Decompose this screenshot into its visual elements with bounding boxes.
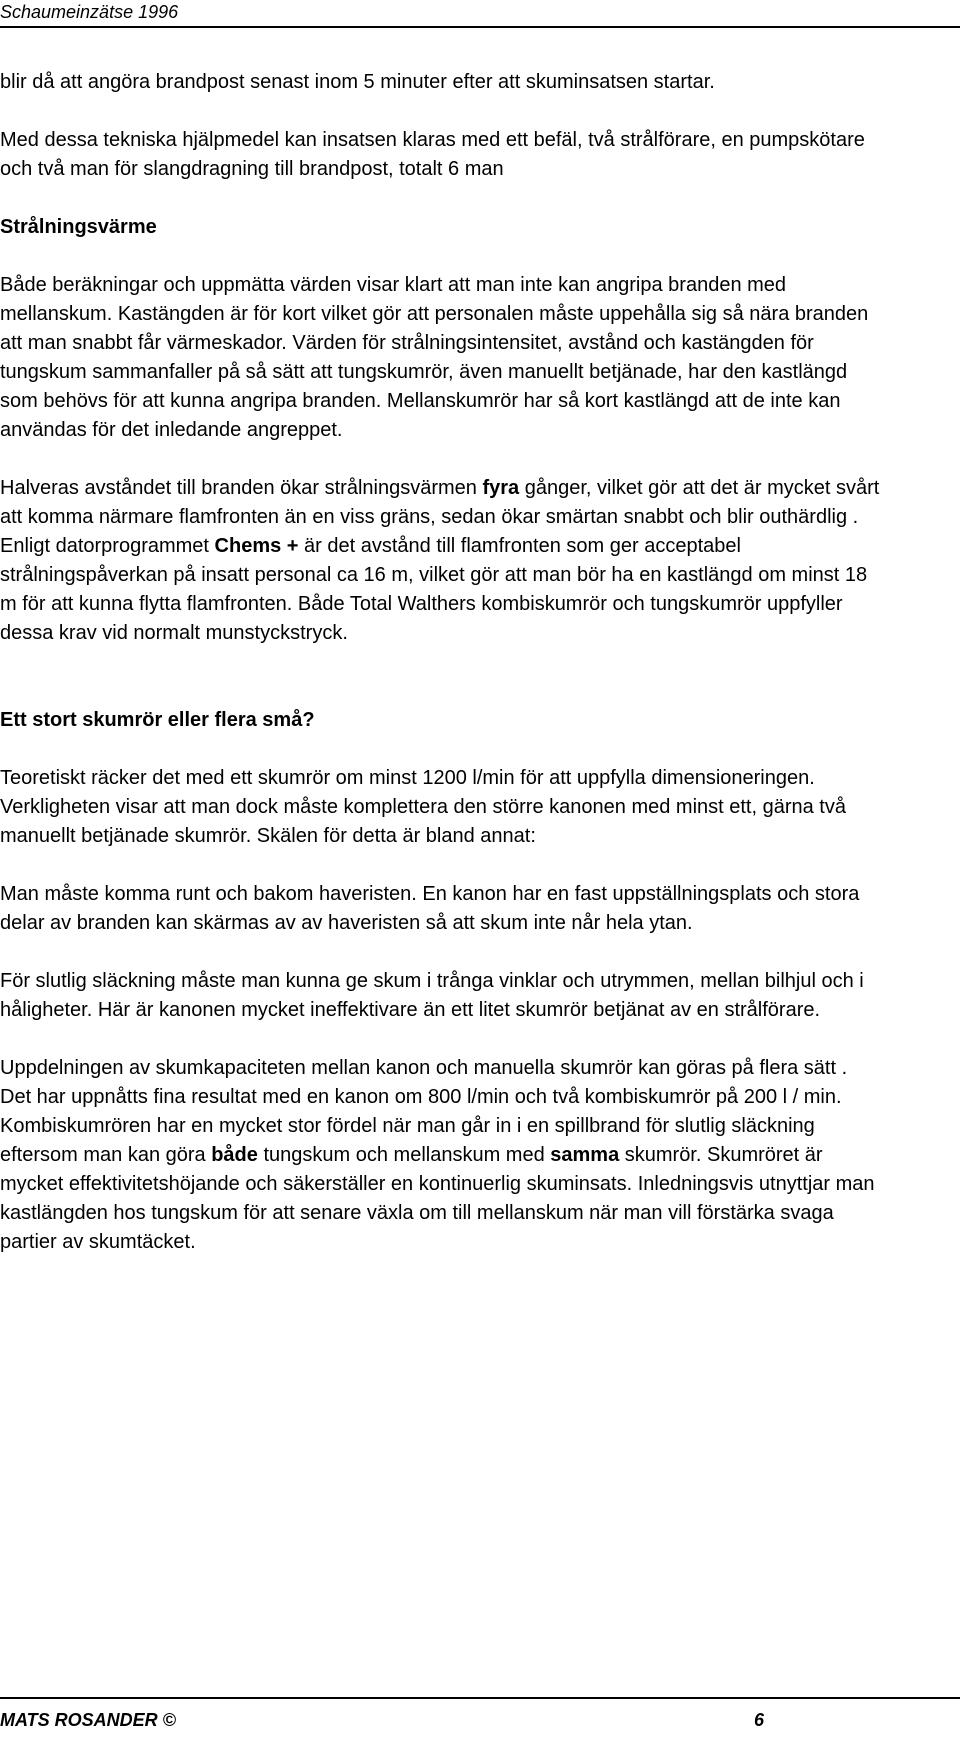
paragraph — [0, 1054, 880, 1257]
emphasis-samma: samma — [550, 1144, 620, 1166]
document-body — [0, 68, 880, 1286]
header-title: Schaumeinzätse 1996 — [0, 2, 179, 22]
emphasis-bade: både — [211, 1144, 258, 1166]
header-divider — [0, 26, 960, 28]
paragraph — [0, 474, 880, 648]
text-run: Uppdelningen av skumkapaciteten mellan kanon och manuella skumrör kan göras på flera sätt . Det har uppnåtts fina resultat med en kanon om 800 l/min och två kombiskumrör på 200 l / min. Kombiskumrören har en mycket stor fördel när man går in i en spillbrand för slutlig släckning eftersom man kan göra — [0, 1057, 848, 1166]
paragraph: Man måste komma runt och bakom haveristen. En kanon har en fast uppställningsplats och stora delar av branden kan skärmas av av haveristen så att skum inte når hela ytan. — [0, 883, 860, 934]
paragraph: Teoretiskt räcker det med ett skumrör om minst 1200 l/min för att uppfylla dimensioneringen. Verkligheten visar att man dock måste komplettera den större kanonen med minst ett, gärna två manuellt betjänade skumrör. Skälen för detta är bland annat: — [0, 767, 846, 847]
running-header — [0, 0, 960, 24]
section-heading-stralningsvarme: Strålningsvärme — [0, 216, 157, 238]
page-number: 6 — [754, 1710, 765, 1730]
text-run: gånger, vilket gör att det är mycket svårt att komma närmare flamfronten än en viss gräns, sedan ökar smärtan snabbt och blir outhärdlig . Enligt datorprogrammet — [0, 477, 880, 557]
text-run: är det avstånd till flamfronten som ger acceptabel strålningspåverkan på insatt personal ca 16 m, vilket gör att man bör ha en kastlängd om minst 18 m för att kunna flytta flamfronten. Både Total Walthers kombiskumrör och tungskumrör uppfyller dessa krav vid normalt munstyckstryck. — [0, 535, 868, 644]
text-run: Halveras avståndet till branden ökar strålningsvärmen — [0, 477, 483, 499]
emphasis-chems: Chems + — [214, 535, 299, 557]
text-run: tungskum och mellanskum med — [257, 1144, 551, 1166]
paragraph: För slutlig släckning måste man kunna ge skum i trånga vinklar och utrymmen, mellan bilhjul och i håligheter. Här är kanonen mycket ineffektivare än ett litet skumrör betjänat av en strålförare. — [0, 970, 864, 1021]
running-footer — [0, 1708, 960, 1732]
section-heading-skumror: Ett stort skumrör eller flera små? — [0, 709, 315, 731]
paragraph: blir då att angöra brandpost senast inom 5 minuter efter att skuminsatsen startar. — [0, 71, 715, 93]
text-run: skumrör. Skumröret är mycket effektivitetshöjande och säkerställer en kontinuerlig skuminsats. Inledningsvis utnyttjar man kastlängden hos tungskum för att senare växla om till mellanskum när man vill förstärka svaga partier av skumtäcket. — [0, 1144, 875, 1253]
paragraph: Med dessa tekniska hjälpmedel kan insatsen klaras med ett befäl, två strålförare, en pumpskötare och två man för slangdragning till brandpost, totalt 6 man — [0, 129, 865, 180]
footer-author: MATS ROSANDER © — [0, 1710, 176, 1730]
paragraph: Både beräkningar och uppmätta värden visar klart att man inte kan angripa branden med mellanskum. Kastängden är för kort vilket gör att personalen måste uppehålla sig så nära branden att man snabbt får värmeskador. Värden för strålningsintensitet, avstånd och kastängden för tungskum sammanfaller på så sätt att tungskumrör, även manuellt betjänade, har den kastlängd som behövs för att kunna angripa branden. Mellanskumrör har så kort kastlängd att de inte kan användas för det inledande angreppet. — [0, 274, 869, 441]
footer-divider — [0, 1697, 960, 1699]
emphasis-fyra: fyra — [482, 477, 520, 499]
